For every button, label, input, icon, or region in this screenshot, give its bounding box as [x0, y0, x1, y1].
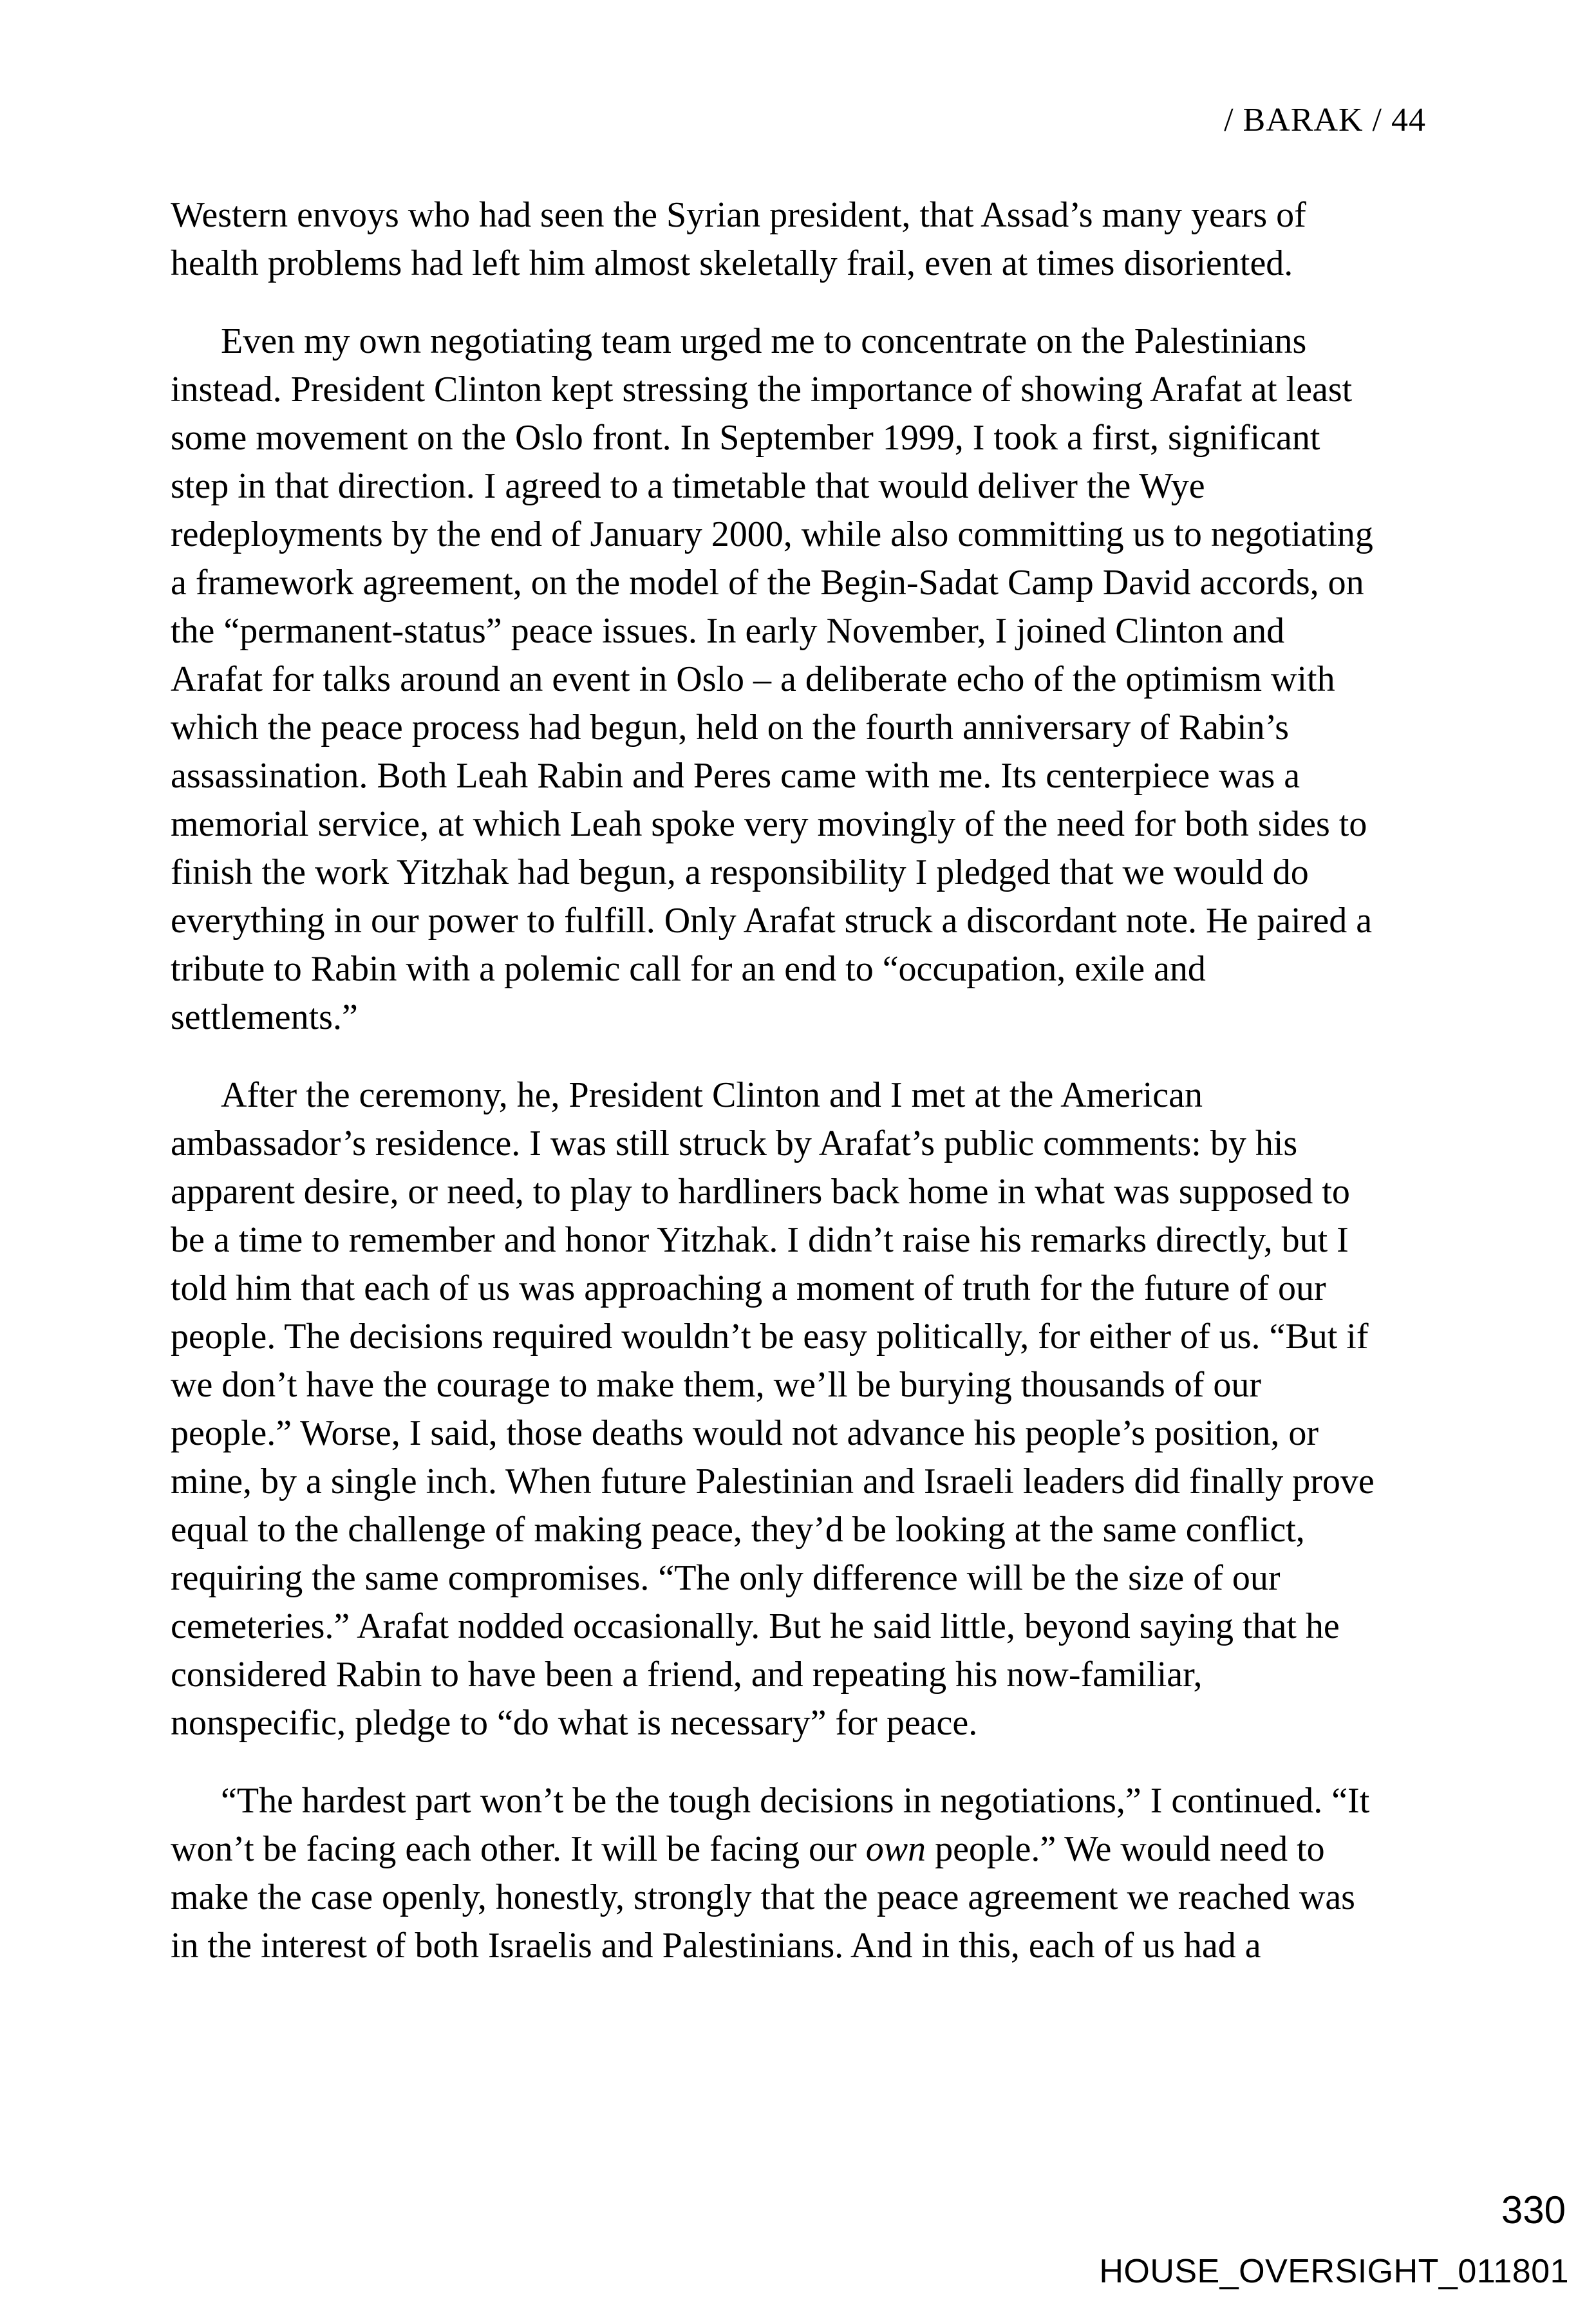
paragraph-4-text-after: people.” We would need to make the case openly, honestly, strongly that the peace agreement we reached was in the interest of both Israelis and Palestinians. And in this, each of us had a — [171, 1829, 1355, 1966]
paragraph-4-italic-word: own — [865, 1829, 926, 1869]
paragraph-2: Even my own negotiating team urged me to concentrate on the Palestinians instead. President Clinton kept stressing the importance of showing Arafat at least some movement on the Oslo front. In September 1999, I took a first, significant step in that direction. I agreed to a timetable that would deliver the Wye redeployments by the end of January 2000, while also committing us to negotiating a framework agreement, on the model of the Begin-Sadat Camp David accords, on the “permanent-status” peace issues. In early November, I joined Clinton and Arafat for talks around an event in Oslo – a deliberate echo of the optimism with which the peace process had begun, held on the fourth anniversary of Rabin’s assassination. Both Leah Rabin and Peres came with me. Its centerpiece was a memorial service, at which Leah spoke very movingly of the need for both sides to finish the work Yitzhak had begun, a responsibility I pledged that we would do everything in our power to fulfill. Only Arafat struck a discordant note. He paired a tribute to Rabin with a polemic call for an end to “occupation, exile and settlements.” — [171, 321, 1373, 1037]
paragraph-4-text-before: “The hardest part won’t be the tough decisions in negotiations,” I continued. “It won’t be facing each other. It will be facing our — [171, 1781, 1370, 1869]
paragraph-4 — [171, 1777, 1523, 1970]
bates-stamp: HOUSE_OVERSIGHT_011801 — [1099, 2253, 1569, 2290]
paragraph-3: After the ceremony, he, President Clinton and I met at the American ambassador’s residence. I was still struck by Arafat’s public comments: by his apparent desire, or need, to play to hardliners back home in what was supposed to be a time to remember and honor Yitzhak. I didn’t raise his remarks directly, but I told him that each of us was approaching a moment of truth for the future of our people. The decisions required wouldn’t be easy politically, for either of us. “But if we don’t have the courage to make them, we’ll be burying thousands of our people.” Worse, I said, those deaths would not advance his people’s position, or mine, by a single inch. When future Palestinian and Israeli leaders did finally prove equal to the challenge of making peace, they’d be looking at the same conflict, requiring the same compromises. “The only difference will be the size of our cemeteries.” Arafat nodded occasionally. But he said little, beyond saying that he considered Rabin to have been a friend, and repeating his now-familiar, nonspecific, pledge to “do what is necessary” for peace. — [171, 1075, 1375, 1743]
running-header: / BARAK / 44 — [1224, 102, 1426, 138]
page-number: 330 — [1501, 2188, 1566, 2232]
body-text — [171, 191, 1523, 2000]
paragraph-1: Western envoys who had seen the Syrian president, that Assad’s many years of health problems had left him almost skeletally frail, even at times disoriented. — [171, 195, 1306, 283]
